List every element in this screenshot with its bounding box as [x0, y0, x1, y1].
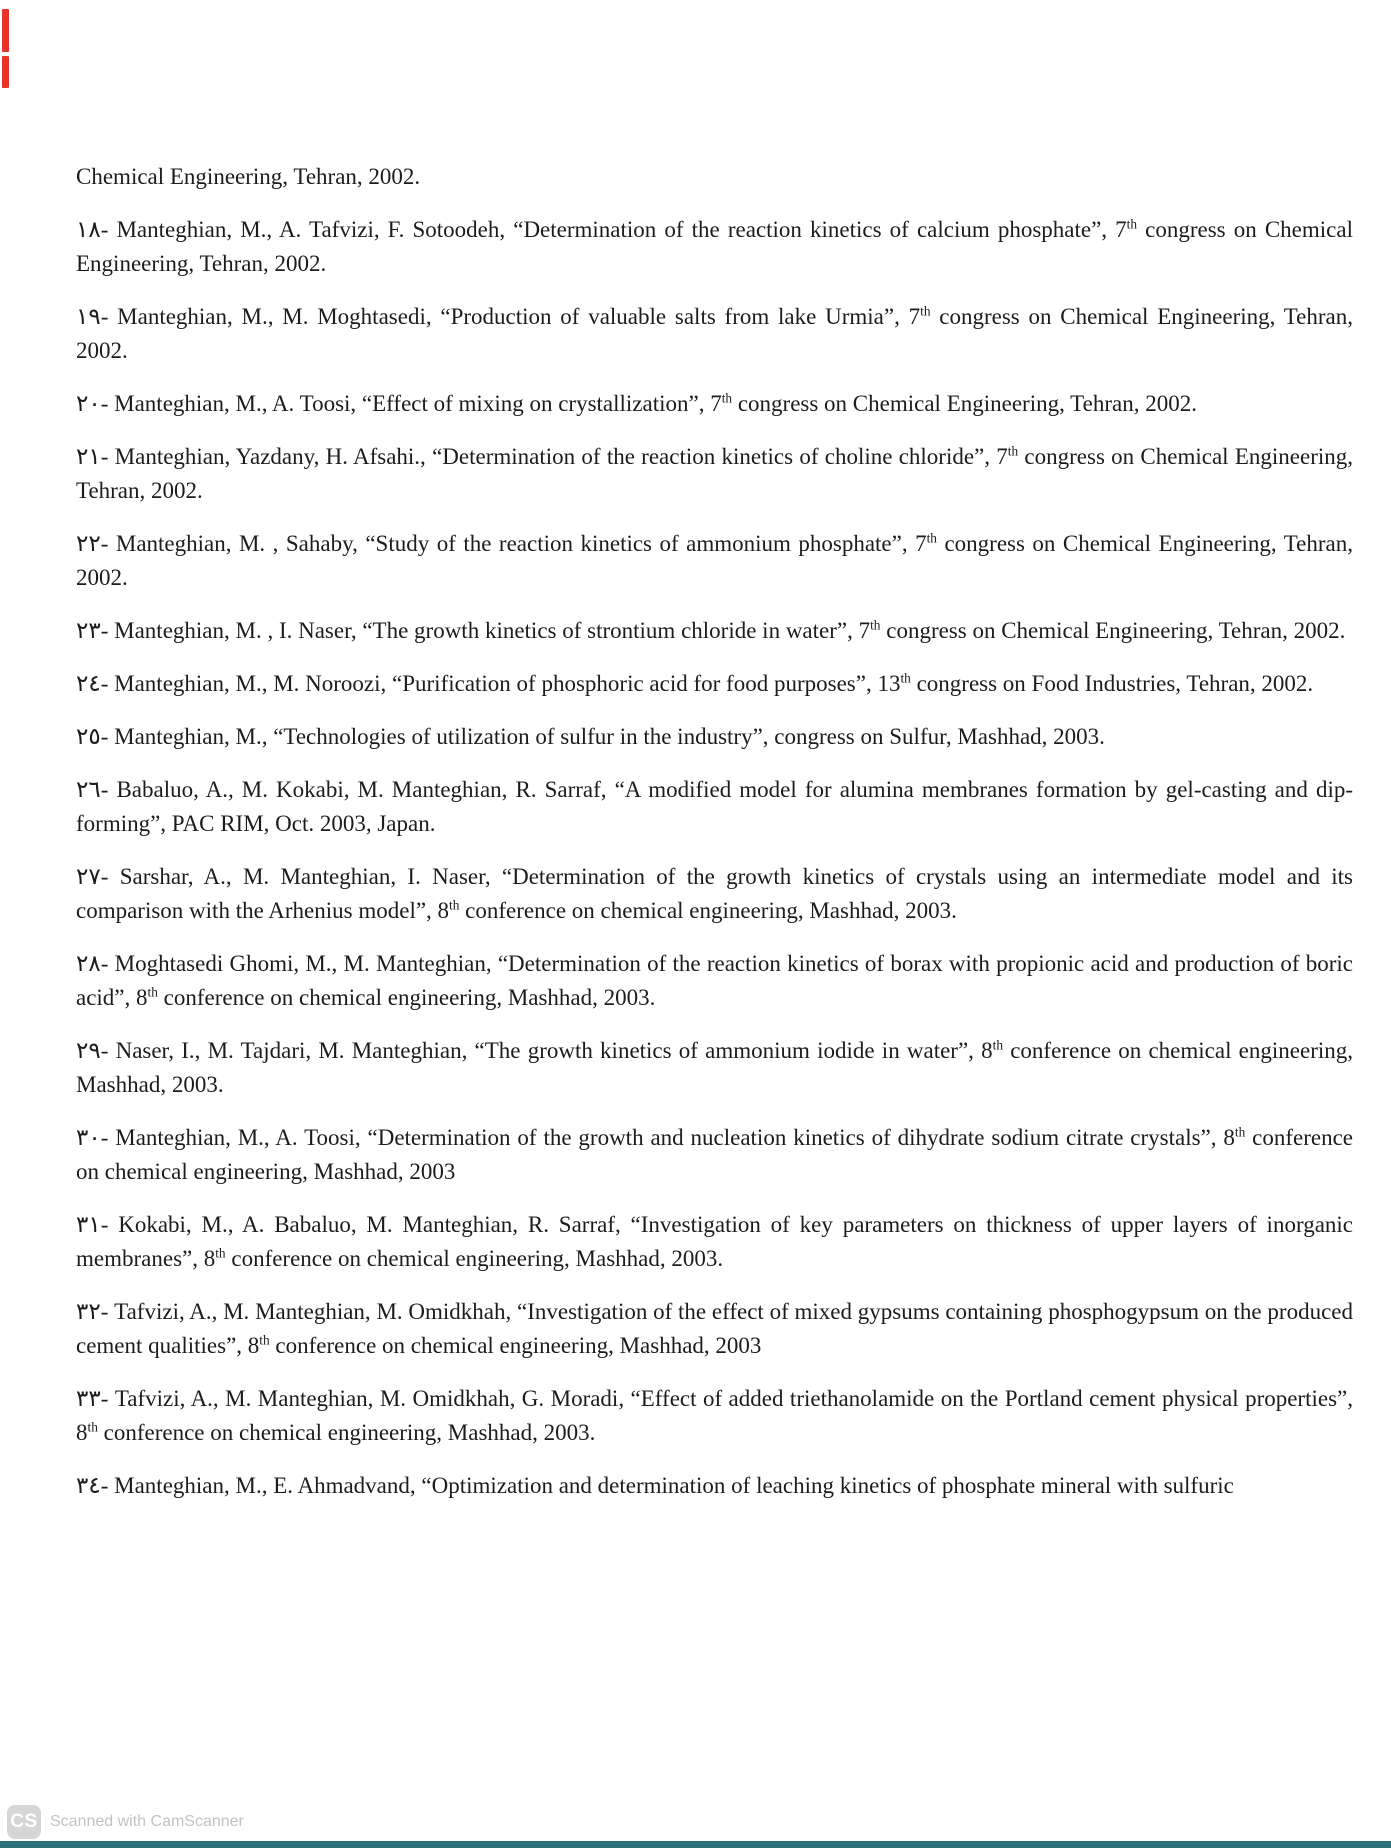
entry-text: Kokabi, M., A. Babaluo, M. Manteghian, R. Sarraf, “Investigation of key parameters on thickness of upper layers of inorganic membranes”, 8th conference on chemical engineering, Mashhad, 2003.	[76, 1212, 1354, 1271]
entry-text: Manteghian, M. , Sahaby, “Study of the reaction kinetics of ammonium phosphate”, 7th congress on Chemical Engineering, Tehran, 2002.	[76, 530, 1354, 590]
entry-number: ٢١-	[76, 444, 115, 469]
entry-number: ٢٦-	[76, 777, 117, 802]
scan-edge-mark	[2, 56, 9, 88]
reference-entry	[76, 300, 1353, 368]
publication-list	[76, 160, 1353, 1522]
entry-number: ٢٩-	[76, 1038, 116, 1063]
entry-number: ٢٨-	[76, 951, 115, 976]
entry-text: Manteghian, M. , I. Naser, “The growth kinetics of strontium chloride in water”, 7th congress on Chemical Engineering, Tehran, 2002.	[114, 617, 1346, 643]
reference-entry	[76, 1469, 1353, 1503]
entry-number: ٢٢-	[76, 531, 116, 556]
entry-number: ٣١-	[76, 1212, 119, 1237]
reference-entry	[76, 947, 1353, 1015]
reference-entry	[76, 667, 1353, 701]
entry-text: Manteghian, M., A. Toosi, “Effect of mixing on crystallization”, 7th congress on Chemical Engineering, Tehran, 2002.	[114, 390, 1197, 416]
entry-number: ٢٣-	[76, 618, 115, 643]
entry-number: ١٨-	[76, 217, 117, 242]
entry-text: Naser, I., M. Tajdari, M. Manteghian, “The growth kinetics of ammonium iodide in water”, 8th conference on chemical engineering, Mashhad, 2003.	[76, 1037, 1353, 1097]
scan-bottom-strip	[0, 1841, 1391, 1848]
reference-entry	[76, 440, 1353, 508]
continuation-line: Chemical Engineering, Tehran, 2002.	[76, 164, 421, 189]
reference-entry	[76, 1295, 1353, 1363]
entry-number: ٣٢-	[76, 1299, 115, 1324]
entry-text: Manteghian, M., A. Tafvizi, F. Sotoodeh, “Determination of the reaction kinetics of calcium phosphate”, 7th congress on Chemical Engineering, Tehran, 2002.	[76, 216, 1353, 276]
reference-entry	[76, 720, 1353, 754]
reference-entry	[76, 1121, 1353, 1189]
reference-entry	[76, 213, 1353, 281]
reference-entry	[76, 1034, 1353, 1102]
reference-entry	[76, 773, 1353, 841]
entry-text: Manteghian, M., A. Toosi, “Determination of the growth and nucleation kinetics of dihydrate sodium citrate crystals”, 8th conference on chemical engineering, Mashhad, 2003	[76, 1124, 1353, 1184]
camscanner-logo-icon: CS	[7, 1805, 41, 1839]
entry-number: ٢٥-	[76, 724, 115, 749]
entry-text: Moghtasedi Ghomi, M., M. Manteghian, “Determination of the reaction kinetics of borax with propionic acid and production of boric acid”, 8th conference on chemical engineering, Mashhad, 2003.	[76, 951, 1353, 1010]
entry-text: Sarshar, A., M. Manteghian, I. Naser, “Determination of the growth kinetics of crystals using an intermediate model and its comparison with the Arhenius model”, 8th conference on chemical engineering, Mashhad, 2003.	[76, 864, 1353, 923]
entry-text: Manteghian, M., M. Moghtasedi, “Production of valuable salts from lake Urmia”, 7th congress on Chemical Engineering, Tehran, 2002.	[76, 303, 1353, 363]
reference-entry	[76, 614, 1353, 648]
reference-entry	[76, 527, 1353, 595]
entry-text: Manteghian, Yazdany, H. Afsahi., “Determination of the reaction kinetics of choline chloride”, 7th congress on Chemical Engineering, Tehran, 2002.	[76, 443, 1353, 503]
entry-text: Manteghian, M., E. Ahmadvand, “Optimization and determination of leaching kinetics of phosphate mineral with sulfuric	[114, 1473, 1234, 1498]
reference-entry	[76, 1208, 1353, 1276]
entry-text: Manteghian, M., “Technologies of utilization of sulfur in the industry”, congress on Sulfur, Mashhad, 2003.	[114, 724, 1105, 749]
entry-text: Manteghian, M., M. Noroozi, “Purification of phosphoric acid for food purposes”, 13th congress on Food Industries, Tehran, 2002.	[114, 670, 1314, 696]
camscanner-watermark	[7, 1805, 244, 1839]
camscanner-watermark-text: Scanned with CamScanner	[50, 1813, 244, 1830]
entry-number: ١٩-	[76, 304, 118, 329]
entry-number: ٣٤-	[76, 1473, 115, 1498]
reference-entry	[76, 387, 1353, 421]
reference-entry	[76, 860, 1353, 928]
reference-entry	[76, 1382, 1353, 1450]
scan-edge-mark	[2, 9, 9, 52]
entry-text: Tafvizi, A., M. Manteghian, M. Omidkhah, G. Moradi, “Effect of added triethanolamide on the Portland cement physical properties”, 8th conference on chemical engineering, Mashhad, 2003.	[76, 1386, 1353, 1445]
entry-text: Babaluo, A., M. Kokabi, M. Manteghian, R. Sarraf, “A modified model for alumina membranes formation by gel-casting and dip-forming”, PAC RIM, Oct. 2003, Japan.	[76, 777, 1353, 836]
entry-number: ٢٤-	[76, 671, 115, 696]
entry-number: ٢٠-	[76, 391, 115, 416]
entry-text: Tafvizi, A., M. Manteghian, M. Omidkhah, “Investigation of the effect of mixed gypsums containing phosphogypsum on the produced cement qualities”, 8th conference on chemical engineering, Mashhad, 2003	[76, 1299, 1353, 1358]
entry-number: ٣٠-	[76, 1125, 116, 1150]
entry-number: ٢٧-	[76, 864, 120, 889]
entry-number: ٣٣-	[76, 1386, 115, 1411]
